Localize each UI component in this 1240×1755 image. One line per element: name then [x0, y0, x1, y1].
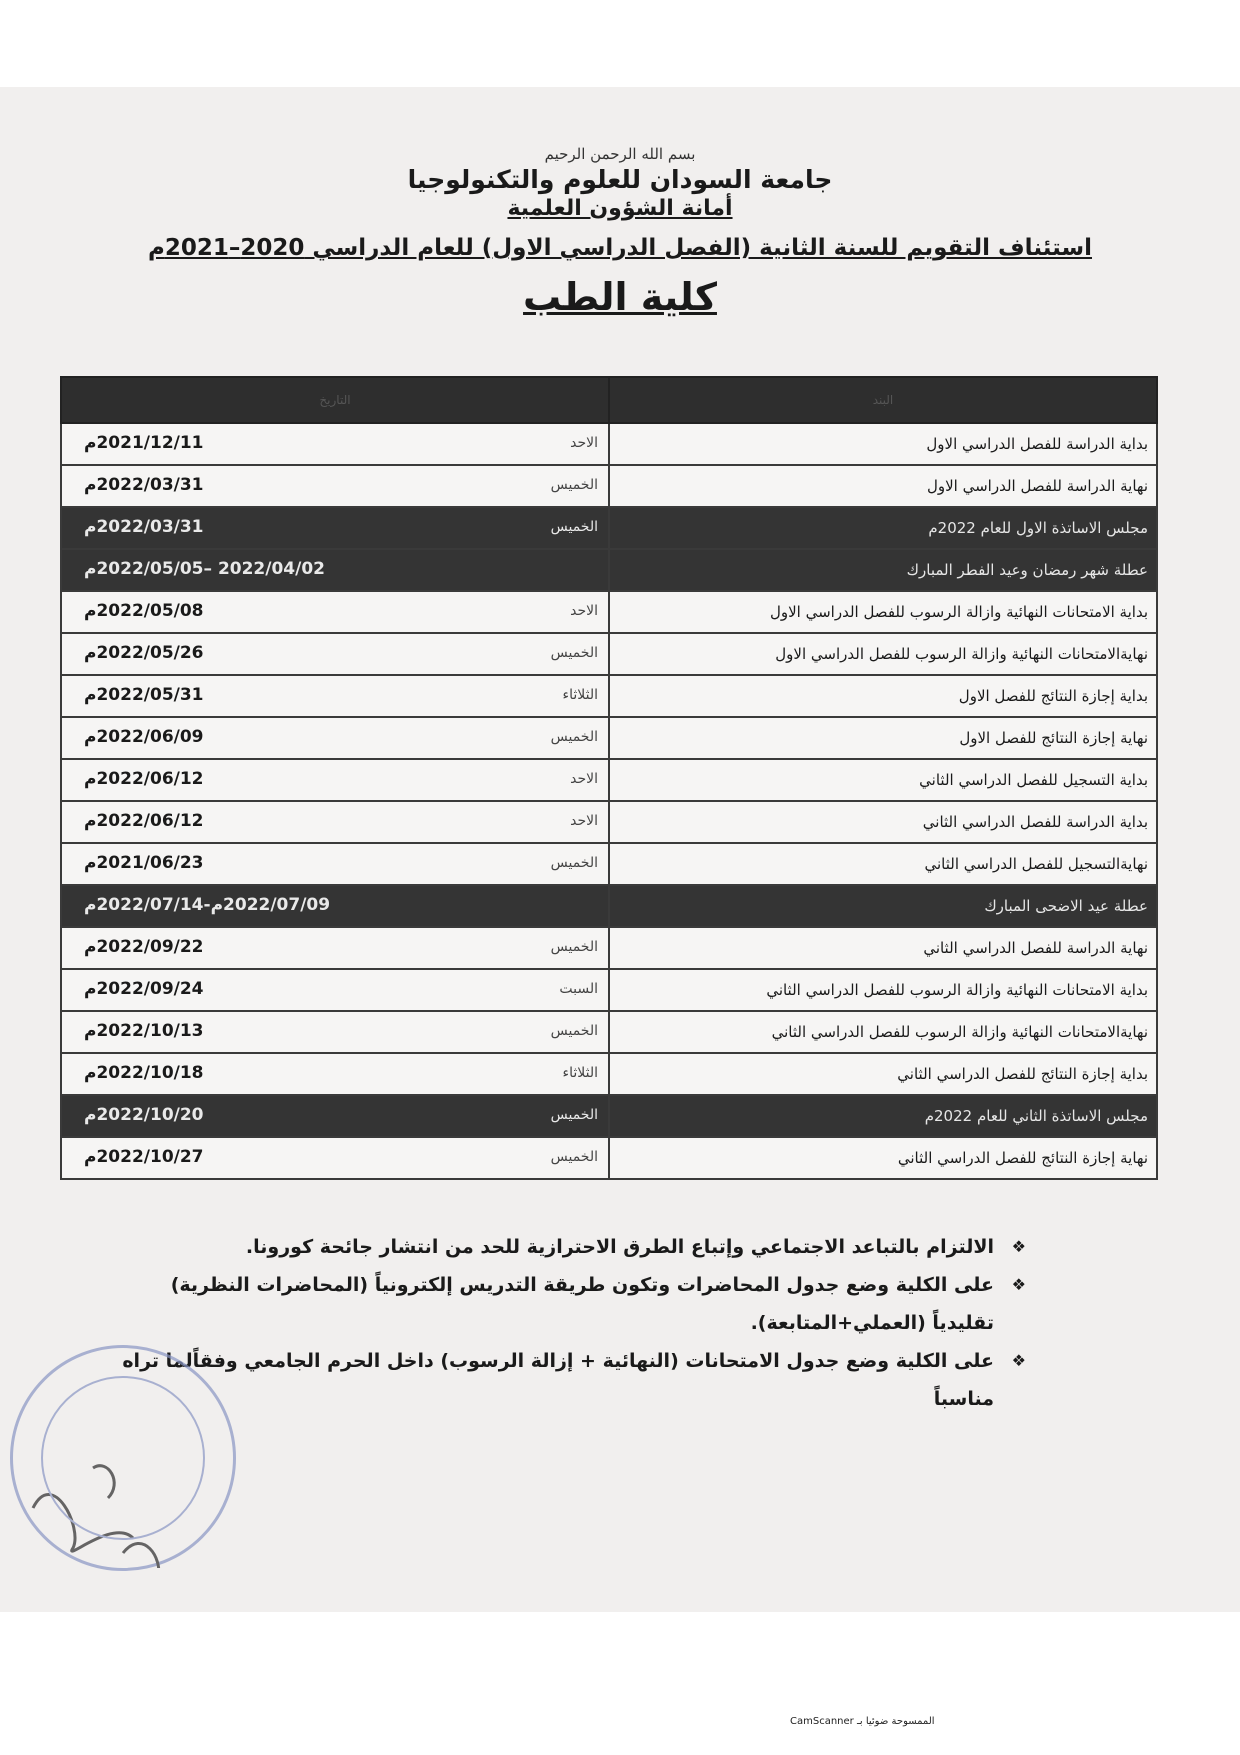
date-cell — [61, 969, 609, 1011]
table-row — [61, 423, 1157, 465]
table-row — [61, 759, 1157, 801]
day-name: الخميس — [550, 519, 598, 535]
date-cell — [61, 1095, 609, 1137]
table-row — [61, 465, 1157, 507]
bismillah: بسم الله الرحمن الرحيم — [544, 145, 696, 163]
date-value: 2021/06/23م — [84, 853, 204, 873]
day-name: الخميس — [550, 645, 598, 661]
table-row — [61, 717, 1157, 759]
date-cell — [61, 507, 609, 549]
date-cell — [61, 885, 609, 927]
date-cell — [61, 717, 609, 759]
table-header-row — [61, 377, 1157, 423]
date-cell — [61, 675, 609, 717]
date-value: 2022/04/02 –2022/05/05م — [84, 559, 325, 579]
signature-icon — [13, 1348, 233, 1568]
date-value: 2022/03/31م — [84, 517, 204, 537]
table-row — [61, 1053, 1157, 1095]
note-item: ❖ الالتزام بالتباعد الاجتماعي وإتباع الطرق الاحترازية للحد من انتشار جائحة كورونا. — [110, 1228, 1030, 1266]
table-row — [61, 1095, 1157, 1137]
day-name: الثلاثاء — [562, 1065, 598, 1081]
event-cell: بداية الدراسة للفصل الدراسي الاول — [609, 423, 1157, 465]
day-name: الخميس — [550, 1107, 598, 1123]
event-cell: نهاية الدراسة للفصل الدراسي الثاني — [609, 927, 1157, 969]
column-header-event: البند — [609, 377, 1157, 423]
table-row — [61, 1137, 1157, 1179]
day-name: الاحد — [570, 813, 598, 829]
date-value: 2022/09/22م — [84, 937, 204, 957]
note-item: ❖ على الكلية وضع جدول المحاضرات وتكون طريقة التدريس إلكترونياً (المحاضرات النظرية) تقليدياً (العملي+المتابعة). — [110, 1266, 1030, 1342]
day-name: الخميس — [550, 1149, 598, 1165]
event-cell: عطلة شهر رمضان وعيد الفطر المبارك — [609, 549, 1157, 591]
university-name: جامعة السودان للعلوم والتكنولوجيا — [407, 165, 833, 194]
date-value: 2022/07/09م-2022/07/14م — [84, 895, 331, 915]
table-row — [61, 507, 1157, 549]
note-item: ❖ على الكلية وضع جدول الامتحانات (النهائية + إزالة الرسوب) داخل الحرم الجامعي وفقاًلما تراه مناسباً — [110, 1342, 1030, 1418]
date-cell — [61, 1137, 609, 1179]
faculty-name: كلية الطب — [523, 275, 717, 319]
event-cell: مجلس الاساتذة الثاني للعام 2022م — [609, 1095, 1157, 1137]
date-cell — [61, 549, 609, 591]
schedule-table — [60, 376, 1158, 1180]
event-cell: بداية الامتحانات النهائية وازالة الرسوب للفصل الدراسي الثاني — [609, 969, 1157, 1011]
event-cell: نهايةالامتحانات النهائية وازالة الرسوب للفصل الدراسي الثاني — [609, 1011, 1157, 1053]
event-cell: بداية إجازة النتائج للفصل الدراسي الثاني — [609, 1053, 1157, 1095]
date-cell — [61, 1053, 609, 1095]
date-value: 2022/05/26م — [84, 643, 204, 663]
date-value: 2022/05/31م — [84, 685, 204, 705]
event-cell: بداية الدراسة للفصل الدراسي الثاني — [609, 801, 1157, 843]
event-cell: نهاية الدراسة للفصل الدراسي الاول — [609, 465, 1157, 507]
date-cell — [61, 423, 609, 465]
date-value: 2022/10/20م — [84, 1105, 204, 1125]
department-name: أمانة الشؤون العلمية — [507, 196, 733, 221]
date-cell — [61, 1011, 609, 1053]
table-row — [61, 1011, 1157, 1053]
day-name: السبت — [559, 981, 598, 997]
day-name: الخميس — [550, 1023, 598, 1039]
event-cell: بداية الامتحانات النهائية وازالة الرسوب للفصل الدراسي الاول — [609, 591, 1157, 633]
table-row — [61, 549, 1157, 591]
date-cell — [61, 591, 609, 633]
event-cell: نهايةالامتحانات النهائية وازالة الرسوب للفصل الدراسي الاول — [609, 633, 1157, 675]
date-value: 2022/10/18م — [84, 1063, 204, 1083]
table-row — [61, 843, 1157, 885]
day-name: الخميس — [550, 939, 598, 955]
table-row — [61, 885, 1157, 927]
date-cell — [61, 801, 609, 843]
date-cell — [61, 465, 609, 507]
event-cell: نهاية إجازة النتائج للفصل الدراسي الثاني — [609, 1137, 1157, 1179]
date-value: 2022/03/31م — [84, 475, 204, 495]
date-cell — [61, 633, 609, 675]
table-row — [61, 927, 1157, 969]
event-cell: نهاية إجازة النتائج للفصل الاول — [609, 717, 1157, 759]
day-name: الاحد — [570, 771, 598, 787]
day-name: الخميس — [550, 729, 598, 745]
date-value: 2022/05/08م — [84, 601, 204, 621]
day-name: الاحد — [570, 603, 598, 619]
table-row — [61, 969, 1157, 1011]
table-row — [61, 801, 1157, 843]
document-header — [0, 145, 1240, 319]
event-cell: نهايةالتسجيل للفصل الدراسي الثاني — [609, 843, 1157, 885]
date-value: 2022/06/09م — [84, 727, 204, 747]
date-value: 2021/12/11م — [84, 433, 204, 453]
date-value: 2022/06/12م — [84, 769, 204, 789]
table-row — [61, 675, 1157, 717]
date-cell — [61, 759, 609, 801]
date-value: 2022/09/24م — [84, 979, 204, 999]
date-cell — [61, 843, 609, 885]
official-stamp — [10, 1345, 236, 1571]
table-row — [61, 591, 1157, 633]
event-cell: بداية إجازة النتائج للفصل الاول — [609, 675, 1157, 717]
event-cell: عطلة عيد الاضحى المبارك — [609, 885, 1157, 927]
column-header-date: التاريخ — [61, 377, 609, 423]
event-cell: مجلس الاساتذة الاول للعام 2022م — [609, 507, 1157, 549]
date-value: 2022/10/27م — [84, 1147, 204, 1167]
date-value: 2022/06/12م — [84, 811, 204, 831]
date-value: 2022/10/13م — [84, 1021, 204, 1041]
scanner-footer: الممسوحة ضوئيا بـ CamScanner — [790, 1716, 935, 1727]
day-name: الخميس — [550, 477, 598, 493]
day-name: الاحد — [570, 435, 598, 451]
day-name: الخميس — [550, 855, 598, 871]
event-cell: بداية التسجيل للفصل الدراسي الثاني — [609, 759, 1157, 801]
date-cell — [61, 927, 609, 969]
day-name: الثلاثاء — [562, 687, 598, 703]
calendar-title: استئناف التقويم للسنة الثانية (الفصل الدراسي الاول) للعام الدراسي 2020–2021م — [147, 235, 1092, 261]
table-row — [61, 633, 1157, 675]
notes-list — [110, 1228, 1030, 1418]
